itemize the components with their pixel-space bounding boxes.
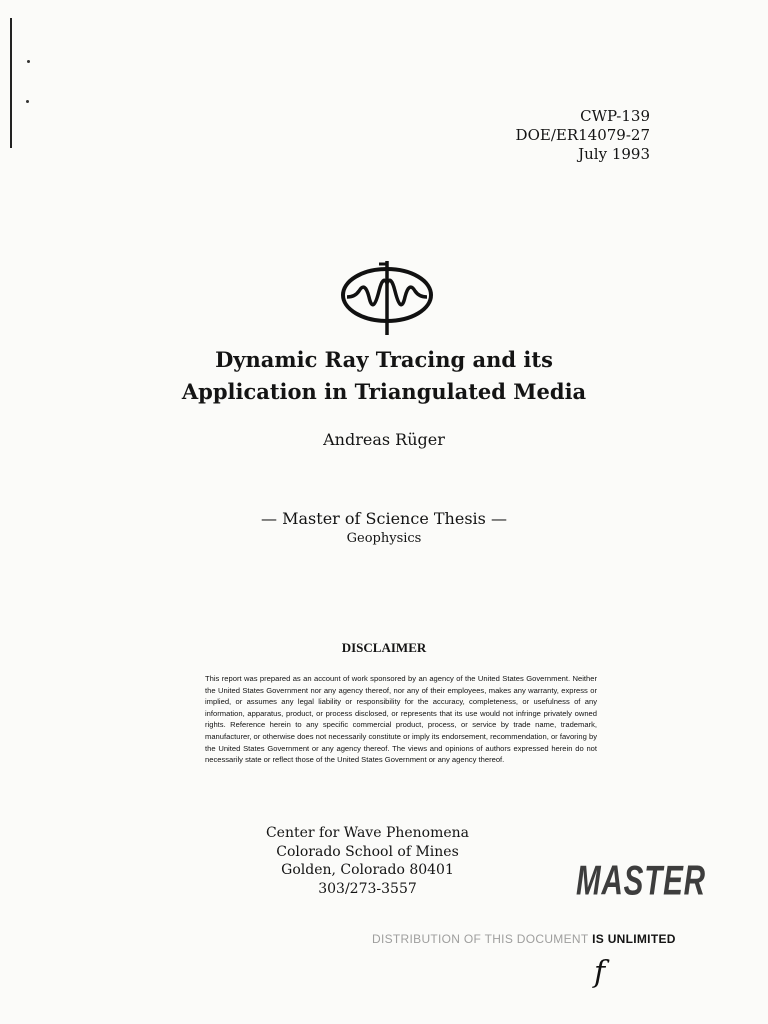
scan-speck: [26, 100, 29, 103]
doe-number: DOE/ER14079-27: [515, 126, 650, 144]
address-phone: 303/273-3557: [318, 880, 417, 897]
title-line-1: Dynamic Ray Tracing and its: [215, 347, 553, 372]
disclaimer-body: This report was prepared as an account of work sponsored by an agency of the United States Government. Neither the United States Government nor any agency thereof, nor any of their employees, makes any warranty, express or implied, or assumes any legal liability or responsibility for the accuracy, completeness, or usefulness of any information, apparatus, product, or process disclosed, or represents that its use would not infringe privately owned rights. Reference herein to any specific commercial product, process, or service by trade name, trademark, manufacturer, or otherwise does not necessarily constitute or imply its endorsement, recommendation, or favoring by the United States Government or any agency thereof. The views and opinions of authors expressed herein do not necessarily state or reflect those of the United States Government or any agency thereof.: [205, 674, 597, 765]
thesis-block: [0, 509, 768, 549]
title-line-2: Application in Triangulated Media: [181, 379, 587, 404]
distribution-text-faded: DISTRIBUTION OF THIS DOCUMENT: [372, 932, 589, 946]
thesis-field: Geophysics: [346, 531, 422, 546]
distribution-text-unlimited: IS UNLIMITED: [588, 932, 676, 946]
author-name: Andreas Rüger: [323, 430, 445, 449]
address-line-2: Colorado School of Mines: [276, 843, 459, 860]
report-date: July 1993: [578, 145, 650, 163]
report-identifiers: [516, 107, 650, 164]
handwritten-initials: f: [594, 955, 606, 990]
thesis-title: [0, 344, 768, 408]
scan-margin-line: [10, 18, 12, 148]
report-number: CWP-139: [580, 107, 650, 125]
distribution-statement: [372, 932, 676, 946]
address-line-3: Golden, Colorado 80401: [281, 862, 454, 878]
address-line-1: Center for Wave Phenomena: [265, 825, 470, 841]
scan-speck: [27, 60, 30, 63]
thesis-type: — Master of Science Thesis —: [261, 509, 507, 528]
master-stamp-text: MASTER: [576, 858, 706, 905]
disclaimer-heading: DISCLAIMER: [341, 640, 427, 655]
master-stamp: [576, 858, 706, 908]
wave-phenomena-logo-icon: [339, 261, 435, 335]
